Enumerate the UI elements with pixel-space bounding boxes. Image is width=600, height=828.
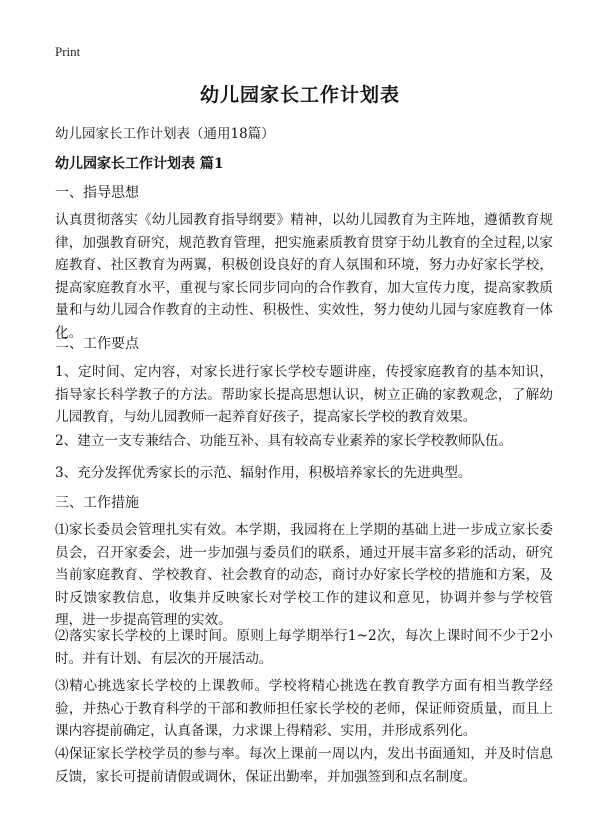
paragraph-measure-2: ⑵落实家长学校的上课时间。原则上每学期举行1~2次，每次上课时间不少于2小时。并有计划、有层次的开展活动。 bbox=[55, 628, 553, 667]
page-title: 幼儿园家长工作计划表 bbox=[199, 84, 400, 106]
article-heading: 幼儿园家长工作计划表 篇1 bbox=[55, 156, 224, 172]
paragraph-work-point-3: 3、充分发挥优秀家长的示范、辐射作用，积极培养家长的先进典型。 bbox=[55, 465, 472, 481]
heading-guiding-ideology: 一、指导思想 bbox=[55, 185, 139, 201]
paragraph-measure-4: ⑷保证家长学校学员的参与率。每次上课前一周以内，发出书面通知，并及时信息反馈，家长可提前请假或调休，保证出勤率，并加强签到和点名制度。 bbox=[55, 746, 553, 785]
paragraph-guiding-ideology: 认真贯彻落实《幼儿园教育指导纲要》精神，以幼儿园教育为主阵地，遵循教育规律，加强教育研究，规范教育管理，把实施素质教育贯穿于幼儿教育的全过程,以家庭教育、社区教育为两翼，积极创设良好的育人氛围和环境，努力办好家长学校，提高家庭教育水平，重视与家长同步同向的合作教育，加大宣传力度，提高家教质量和与幼儿园合作教育的主动性、积极性、实效性，努力使幼儿园与家庭教育一体化。 bbox=[55, 212, 553, 341]
paragraph-measure-1: ⑴家长委员会管理扎实有效。本学期，我园将在上学期的基础上进一步成立家长委员会，召开家委会，进一步加强与委员们的联系，通过开展丰富多彩的活动，研究当前家庭教育、学校教育、社会教育的动态，商讨办好家长学校的措施和方案，及时反馈家教信息，收集并反映家长对学校工作的建议和意见，协调并参与学校管理，进一步提高管理的实效。 bbox=[55, 522, 553, 628]
document-subtitle: 幼儿园家长工作计划表（通用18篇） bbox=[55, 126, 275, 142]
paragraph-work-point-2: 2、建立一支专兼结合、功能互补、具有较高专业素养的家长学校教师队伍。 bbox=[55, 433, 513, 449]
heading-work-measures: 三、工作措施 bbox=[55, 495, 139, 511]
heading-work-points: 二、工作要点 bbox=[55, 336, 139, 352]
paragraph-measure-3: ⑶精心挑选家长学校的上课教师。学校将精心挑选在教育教学方面有相当教学经验，并热心于教育科学的干部和教师担任家长学校的老师，保证师资质量，而且上课内容提前确定，认真备课，力求课上得精彩、实用，并形成系列化。 bbox=[55, 678, 553, 739]
print-link[interactable]: Print bbox=[55, 44, 81, 59]
paragraph-work-point-1: 1、定时间、定内容，对家长进行家长学校专题讲座，传授家庭教育的基本知识，指导家长科学教子的方法。帮助家长提高思想认识，树立正确的家教观念，了解幼儿园教育，与幼儿园教师一起养育好孩子，提高家长学校的教育效果。 bbox=[55, 364, 553, 425]
